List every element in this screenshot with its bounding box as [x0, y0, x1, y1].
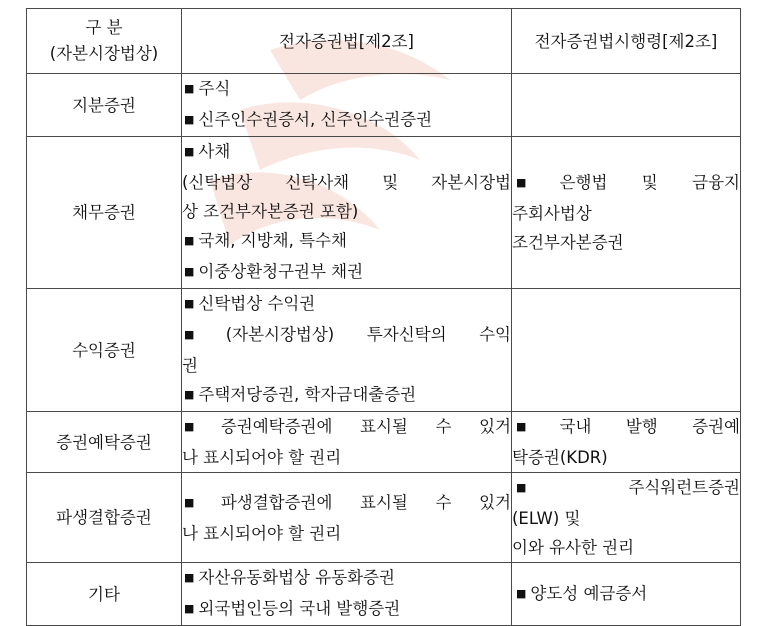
header-category-title: 구 분 — [85, 18, 123, 37]
bullet-icon: ■ — [184, 145, 195, 158]
list-item-continuation: (신탁법상 신탁사채 및 자본시장법 — [182, 173, 511, 192]
bullet-icon: ■ — [184, 388, 195, 401]
list-item-continuation: 상 조건부자본증권 포함) — [182, 202, 359, 221]
list-item: ■ (자본시장법상) 투자신탁의 수익 — [184, 325, 511, 344]
decree-cell — [512, 473, 741, 563]
list-item: ■ 이중상환청구권부 채권 — [184, 262, 364, 281]
act-cell — [182, 137, 512, 289]
bullet-icon: ■ — [184, 265, 195, 278]
list-item-continuation: 나 표시되어야 할 권리 — [182, 523, 342, 543]
bullet-icon: ■ — [516, 586, 527, 600]
list-item-continuation: 나 표시되어야 할 권리 — [182, 448, 342, 467]
bullet-icon: ■ — [184, 234, 195, 247]
row-label: 채무증권 — [27, 137, 182, 289]
list-item-continuation: 조건부자본증권 — [512, 233, 624, 252]
decree-cell — [512, 289, 741, 412]
list-item: ■ 사채 — [184, 142, 231, 161]
act-cell — [182, 289, 512, 412]
bullet-icon: ■ — [184, 82, 195, 95]
bullet-icon: ■ — [516, 481, 625, 494]
row-label: 기타 — [27, 563, 182, 626]
list-item-continuation: 권 — [182, 356, 198, 375]
table-row — [27, 473, 741, 563]
row-label: 파생결합증권 — [27, 473, 182, 563]
act-cell — [182, 563, 512, 626]
list-item-continuation: (ELW) 및 — [512, 509, 581, 528]
table-row — [27, 137, 741, 289]
table-row — [27, 412, 741, 473]
act-cell — [182, 473, 512, 563]
list-item: ■ 주식 — [184, 79, 231, 98]
table-row — [27, 74, 741, 137]
list-item: ■ 파생결합증권에 표시될 수 있거 — [184, 492, 511, 512]
bullet-icon: ■ — [516, 176, 556, 189]
list-item: ■ 신주인수권증서, 신주인수권증권 — [184, 110, 433, 129]
list-item: ■ 주택저당증권, 학자금대출증권 — [184, 385, 417, 404]
header-category-subtitle: (자본시장법상) — [49, 44, 159, 63]
list-item: ■ 주식워런트증권 — [516, 478, 740, 497]
table-row — [27, 563, 741, 626]
list-item-continuation: 주회사법상 — [512, 204, 592, 223]
bullet-icon: ■ — [184, 602, 195, 615]
act-cell — [182, 412, 512, 473]
bullet-icon: ■ — [184, 571, 195, 584]
list-item: ■ 자산유동화법상 유동화증권 — [184, 568, 395, 587]
list-item: ■ 신탁법상 수익권 — [184, 294, 316, 313]
decree-cell — [512, 563, 741, 626]
list-item-continuation: 탁증권(KDR) — [512, 448, 608, 467]
row-label: 증권예탁증권 — [27, 412, 182, 473]
bullet-icon: ■ — [184, 328, 222, 341]
list-item-continuation: 이와 유사한 권리 — [512, 538, 635, 557]
bullet-icon: ■ — [184, 297, 195, 310]
list-item: ■ 양도성 예금증서 — [516, 583, 648, 603]
bullet-icon: ■ — [184, 113, 195, 126]
decree-cell — [512, 74, 741, 137]
list-item: ■ 국채, 지방채, 특수채 — [184, 231, 347, 250]
header-decree: 전자증권법시행령[제2조] — [512, 9, 741, 74]
list-item: ■ 외국법인등의 국내 발행증권 — [184, 599, 401, 618]
bullet-icon: ■ — [184, 495, 217, 509]
act-cell — [182, 74, 512, 137]
bullet-icon: ■ — [516, 420, 556, 433]
header-act: 전자증권법[제2조] — [182, 9, 512, 74]
bullet-icon: ■ — [184, 420, 217, 433]
row-label: 지분증권 — [27, 74, 182, 137]
header-row — [27, 9, 741, 74]
row-label: 수익증권 — [27, 289, 182, 412]
list-item: ■ 은행법 및 금융지 — [516, 173, 740, 192]
list-item: ■ 국내 발행 증권예 — [516, 417, 740, 436]
securities-classification-table — [26, 8, 741, 626]
decree-cell — [512, 412, 741, 473]
header-category — [27, 9, 182, 74]
decree-cell — [512, 137, 741, 289]
table-row — [27, 289, 741, 412]
list-item: ■ 증권예탁증권에 표시될 수 있거 — [184, 417, 511, 436]
